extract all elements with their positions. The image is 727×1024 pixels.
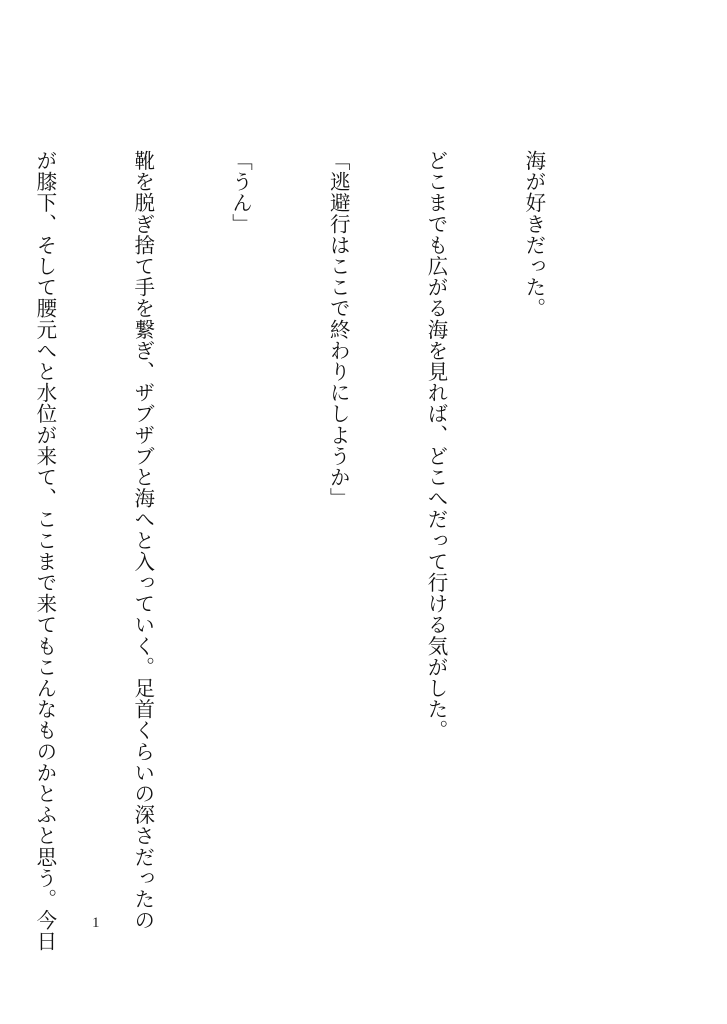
page-number: 1 bbox=[92, 915, 100, 931]
text-line: 「うん」 bbox=[228, 150, 253, 235]
text-line: 「逃避行はここで終わりにしようか」 bbox=[326, 150, 351, 509]
vertical-text-body bbox=[32, 150, 615, 952]
text-line: どこまでも広がる海を見れば、どこへだって行ける気がした。 bbox=[424, 150, 449, 741]
text-line: 海が好きだった。 bbox=[521, 150, 546, 319]
text-line: 靴を脱ぎ捨て手を繋ぎ、ザブザブと海へと入っていく。足首くらいの深さだったの bbox=[130, 150, 155, 931]
text-line: が膝下、そして腰元へと水位が来て、ここまで来てもこんなものかとふと思う。今日 bbox=[32, 150, 57, 952]
